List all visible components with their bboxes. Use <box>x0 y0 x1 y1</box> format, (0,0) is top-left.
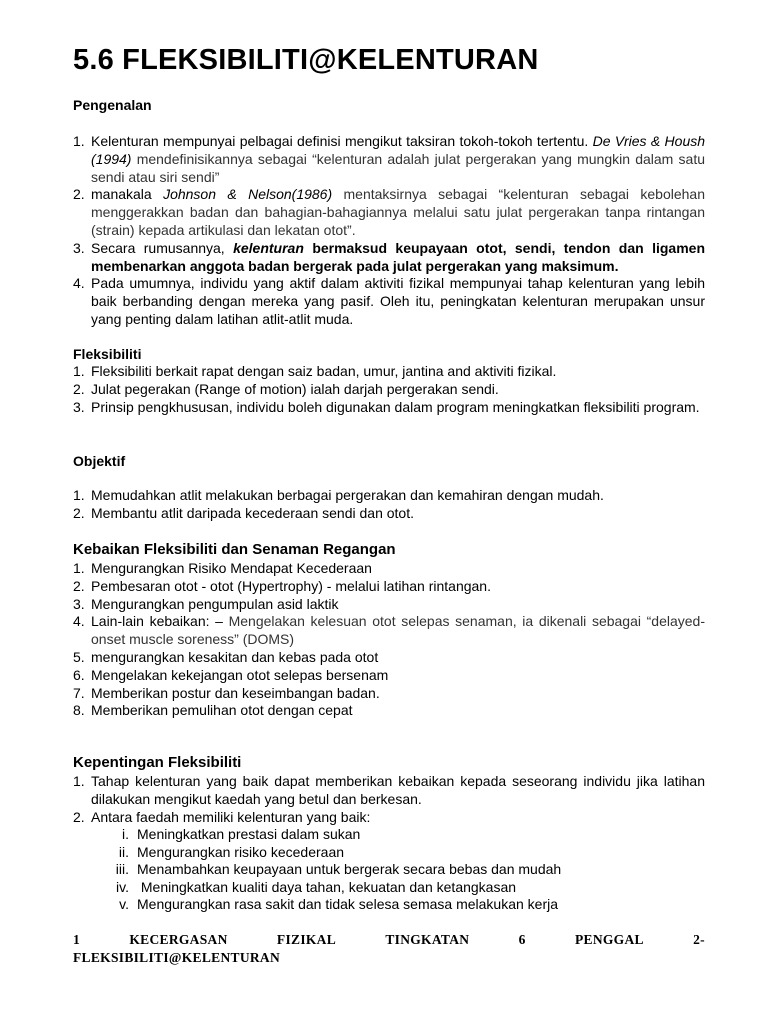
section-heading-fleksibiliti: Fleksibiliti <box>73 346 142 362</box>
list-item <box>73 649 705 667</box>
item-text: mendefinisikannya sebagai “kelenturan adalah julat pergerakan yang mungkin dalam satu sendi atau siri sendi” <box>91 150 706 185</box>
list-item <box>73 505 705 523</box>
list-item <box>73 381 705 399</box>
item-number: 1. <box>73 363 85 379</box>
list-item <box>73 399 705 417</box>
footer-line-1 <box>73 931 705 949</box>
item-text: Memudahkan atlit melakukan berbagai pergerakan dan kemahiran dengan mudah. <box>91 487 604 503</box>
section-heading-objektif: Objektif <box>73 453 126 469</box>
sublist-item <box>73 896 705 914</box>
item-number: 2. <box>73 380 85 397</box>
list-item <box>73 578 705 596</box>
item-text: Prinsip pengkhususan, individu boleh digunakan dalam program meningkatkan fleksibiliti program. <box>91 398 700 415</box>
item-text: Memberikan postur dan keseimbangan badan. <box>91 684 380 701</box>
item-text: Antara faedah memiliki kelenturan yang baik: <box>91 808 371 825</box>
subitem-text: Mengurangkan risiko kecederaan <box>137 843 345 860</box>
footer-line-2: FLEKSIBILITI@KELENTURAN <box>73 950 281 965</box>
subitem-number: iv. <box>116 878 129 895</box>
sublist-item <box>73 861 705 879</box>
item-text: Julat pegerakan (Range of motion) ialah darjah pergerakan sendi. <box>91 380 499 397</box>
list-item <box>73 613 705 649</box>
item-text: Secara rumusannya, <box>91 239 225 256</box>
fleksibiliti-list <box>73 363 705 416</box>
pengenalan-list <box>73 133 705 329</box>
list-item <box>73 186 705 239</box>
item-number: 6. <box>73 666 85 683</box>
item-number: 4. <box>73 275 85 292</box>
list-item <box>73 773 705 809</box>
item-number: 8. <box>73 702 85 719</box>
kebaikan-list <box>73 560 705 720</box>
item-number: 4. <box>73 613 85 630</box>
item-number: 2. <box>73 186 85 203</box>
footer-word: PENGGAL <box>574 932 644 947</box>
footer-word: FIZIKAL <box>276 932 337 947</box>
item-number: 3. <box>73 239 85 256</box>
item-text: manakala <box>91 186 152 203</box>
subitem-number: iii. <box>115 861 129 878</box>
item-text: Pada umumnya, individu yang aktif dalam aktiviti fizikal mempunyai tahap kelenturan yang lebih baik berbanding dengan mereka yang pasif. Oleh itu, peningkatan kelenturan merupakan unsur yang penting dalam latihan atlit-atlit muda. <box>91 275 705 327</box>
objektif-list <box>73 487 705 523</box>
item-text: Membantu atlit daripada kecederaan sendi dan otot. <box>91 504 414 521</box>
list-item <box>73 363 705 381</box>
page-title: 5.6 FLEKSIBILITI@KELENTURAN <box>73 44 539 76</box>
subitem-number: i. <box>122 826 129 842</box>
list-item <box>73 809 705 827</box>
footer-word: TINGKATAN <box>385 932 470 947</box>
item-number: 2. <box>73 577 85 594</box>
footer-word: KECERGASAN <box>129 932 228 947</box>
sublist-item <box>73 844 705 862</box>
item-number: 3. <box>73 398 85 415</box>
item-text: Memberikan pemulihan otot dengan cepat <box>91 702 353 719</box>
footer-page-number: 1 <box>73 932 81 947</box>
item-text: Fleksibiliti berkait rapat dengan saiz badan, umur, jantina and aktiviti fizikal. <box>91 363 557 379</box>
subitem-text: Meningkatkan prestasi dalam sukan <box>137 826 361 842</box>
item-keyword: kelenturan <box>233 239 304 256</box>
item-text: mengurangkan kesakitan dan kebas pada otot <box>91 648 379 665</box>
sublist-item <box>73 879 705 897</box>
item-text: bermaksud keupayaan otot, sendi, tendon dan ligamen membenarkan anggota badan bergerak pada julat pergerakan yang maksimum. <box>91 239 705 274</box>
section-heading-kebaikan: Kebaikan Fleksibiliti dan Senaman Regangan <box>73 541 396 558</box>
item-number: 1. <box>73 133 85 149</box>
kepentingan-list <box>73 773 705 826</box>
footer-word: 6 <box>518 932 526 947</box>
item-number: 1. <box>73 773 85 789</box>
subitem-number: v. <box>119 896 129 913</box>
list-item <box>73 275 705 328</box>
subitem-number: ii. <box>118 843 129 860</box>
item-citation: De Vries & Housh (1994) <box>91 133 706 167</box>
kepentingan-sublist <box>73 826 705 914</box>
subitem-text: Mengurangkan rasa sakit dan tidak selesa semasa melakukan kerja <box>137 896 559 913</box>
item-number: 1. <box>73 487 85 503</box>
item-text: Mengurangkan pengumpulan asid laktik <box>91 595 339 612</box>
sublist-item <box>73 826 705 844</box>
item-number: 5. <box>73 648 85 665</box>
section-heading-kepentingan: Kepentingan Fleksibiliti <box>73 754 242 771</box>
item-text: Mengurangkan Risiko Mendapat Kecederaan <box>91 560 372 576</box>
list-item <box>73 596 705 614</box>
list-item <box>73 702 705 720</box>
item-text: Tahap kelenturan yang baik dapat memberikan kebaikan kepada seseorang individu jika latihan dilakukan mengikut kaedah yang betul dan berkesan. <box>91 773 705 807</box>
list-item <box>73 667 705 685</box>
item-citation: Johnson & Nelson(1986) <box>163 186 333 203</box>
list-item <box>73 133 705 186</box>
item-number: 7. <box>73 684 85 701</box>
item-text: Mengelakan kekejangan otot selepas bersenam <box>91 666 389 683</box>
list-item <box>73 487 705 505</box>
list-item <box>73 685 705 703</box>
item-text: Lain-lain kebaikan: – <box>91 613 223 630</box>
section-heading-pengenalan: Pengenalan <box>73 97 152 113</box>
item-number: 2. <box>73 504 85 521</box>
page-footer <box>73 931 705 967</box>
item-text: Pembesaran otot - otot (Hypertrophy) - melalui latihan rintangan. <box>91 577 491 594</box>
item-text: mentaksirnya sebagai “kelenturan sebagai kebolehan menggerakkan badan dan bahagian-bahagiannya melalui satu julat pergerakan tanpa rintangan (strain) kepada artikulasi dan lekatan otot”. <box>91 186 705 238</box>
subitem-text: Menambahkan keupayaan untuk bergerak secara bebas dan mudah <box>137 861 562 878</box>
item-number: 3. <box>73 595 85 612</box>
item-text: Kelenturan mempunyai pelbagai definisi mengikut taksiran tokoh-tokoh tertentu. <box>91 133 589 149</box>
item-text: Mengelakan kelesuan otot selepas senaman, ia dikenali sebagai “delayed-onset muscle soreness” (DOMS) <box>91 613 706 648</box>
footer-word: 2- <box>693 932 705 947</box>
subitem-text: Meningkatkan kualiti daya tahan, kekuatan dan ketangkasan <box>137 878 517 895</box>
item-number: 1. <box>73 560 85 576</box>
item-number: 2. <box>73 808 85 825</box>
list-item <box>73 560 705 578</box>
list-item <box>73 240 705 276</box>
